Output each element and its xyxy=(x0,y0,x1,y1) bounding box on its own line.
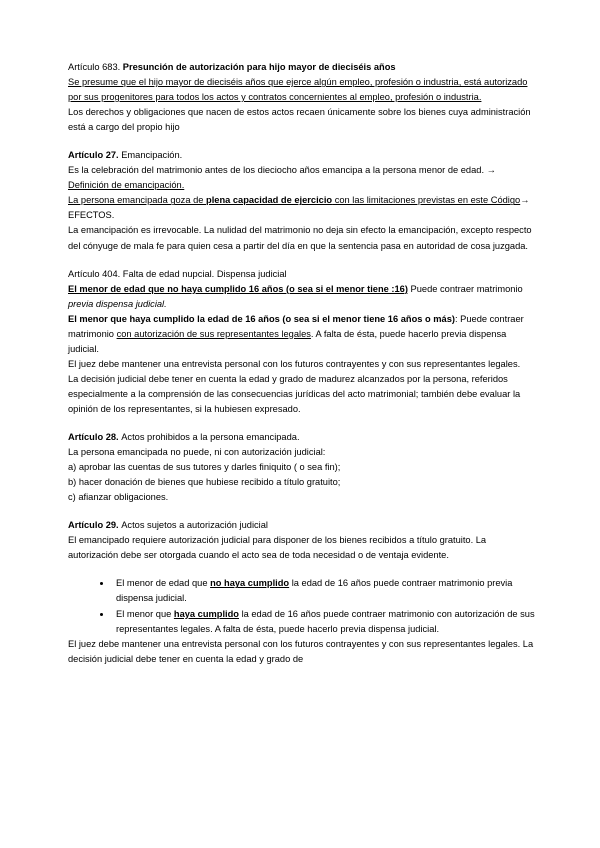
closing-paragraph xyxy=(68,637,538,667)
article-27-paragraph-3 xyxy=(68,223,538,253)
article-404-heading xyxy=(68,267,538,282)
text-run: Se presume que el hijo mayor de dieciséis años que ejerce algún empleo, profesión o industria, está autorizado por sus progenitores para todos los actos y contratos concernientes al empleo, profesión o industria. xyxy=(68,77,528,103)
text-run: con autorización de sus representantes legales xyxy=(116,328,311,339)
text-run: → EFECTOS. xyxy=(68,195,530,221)
spacer xyxy=(68,417,538,430)
text-run: haya cumplido xyxy=(173,608,239,619)
text-run: : Puede contraer matrimonio xyxy=(68,313,524,339)
text-run: El juez debe mantener una entrevista personal con los futuros contrayentes y con sus representantes legales. La decisión judicial debe tener en cuenta la edad y grado de xyxy=(68,638,534,664)
article-27-paragraph-2 xyxy=(68,193,538,223)
text-run: El menor que haya cumplido la edad de 16 años (o sea si el menor tiene 16 años o más) xyxy=(68,313,455,324)
text-run: La decisión judicial debe tener en cuenta la edad y grado de madurez alcanzados por la persona, referidos especialmente a la comprensión de las consecuencias jurídicas del acto matrimonial; también debe evaluar la opinión de los representantes, si la hubiesen expresado. xyxy=(68,373,521,414)
list-item xyxy=(112,607,538,637)
article-29-paragraph-1 xyxy=(68,533,538,563)
text-run: Definición de emancipación. xyxy=(68,180,185,191)
article-28-item-c xyxy=(68,490,538,505)
text-run: La persona emancipada goza de xyxy=(68,195,207,206)
text-run: El menor de edad que xyxy=(116,578,211,589)
article-683-heading xyxy=(68,60,538,75)
text-run: la edad de 16 años puede contraer matrimonio con autorización de sus representantes legales. A falta de ésta, puede hacerlo previa dispensa judicial. xyxy=(116,608,535,634)
text-run: La persona emancipada no puede, ni con autorización judicial: xyxy=(68,447,326,458)
article-683-paragraph-1 xyxy=(68,75,538,105)
spacer xyxy=(68,505,538,518)
text-run: la edad de 16 años puede contraer matrimonio previa dispensa judicial. xyxy=(116,578,513,604)
text-run: Los derechos y obligaciones que nacen de estos actos recaen únicamente sobre los bienes cuya administración está a cargo del propio hijo xyxy=(68,107,531,133)
article-404-paragraph-1 xyxy=(68,282,538,312)
text-run: Presunción de autorización para hijo mayor de dieciséis años xyxy=(122,62,396,72)
article-27-heading xyxy=(68,148,538,163)
text-run: c) afianzar obligaciones. xyxy=(68,492,169,503)
article-28-heading xyxy=(68,430,538,445)
text-run: Es la celebración del matrimonio antes de los dieciocho años emancipa a la persona menor de edad. → xyxy=(68,165,496,176)
article-404-paragraph-4 xyxy=(68,372,538,417)
text-run: previa dispensa judicial. xyxy=(68,298,167,309)
text-run: a) aprobar las cuentas de sus tutores y darles finiquito ( o sea fin); xyxy=(68,462,341,473)
article-404-paragraph-3 xyxy=(68,357,538,372)
article-28-item-a xyxy=(68,460,538,475)
text-run: Emancipación. xyxy=(121,150,183,161)
article-28-paragraph-1 xyxy=(68,445,538,460)
spacer xyxy=(68,563,538,576)
text-run: El emancipado requiere autorización judicial para disponer de los bienes recibidos a título gratuito. La autorización debe ser otorgada cuando el acto sea de toda necesidad o de ventaja evidente. xyxy=(68,535,487,561)
text-run: Artículo 683. xyxy=(68,62,123,72)
text-run: Artículo 28. xyxy=(68,432,122,443)
list-item xyxy=(112,576,538,606)
article-404-paragraph-2 xyxy=(68,312,538,357)
text-run: Actos prohibidos a la persona emancipada. xyxy=(121,432,300,443)
text-run: Artículo 29. xyxy=(68,520,122,531)
bullet-list xyxy=(68,576,538,636)
text-run: Artículo 27. xyxy=(68,150,122,161)
text-run: con las limitaciones previstas en este Código xyxy=(332,195,521,206)
text-run: La emancipación es irrevocable. La nulidad del matrimonio no deja sin efecto la emancipación, excepto respecto del cónyuge de mala fe para quien cesa a partir del día en que la sentencia pasa en autoridad de cosa juzgada. xyxy=(68,225,532,251)
article-683-paragraph-2 xyxy=(68,105,538,135)
spacer xyxy=(68,135,538,148)
article-29-heading xyxy=(68,518,538,533)
document-body xyxy=(68,60,538,667)
text-run: plena capacidad de ejercicio xyxy=(206,195,333,206)
text-run: Artículo 404. Falta de edad nupcial. Dispensa judicial xyxy=(68,268,287,279)
article-27-paragraph-1 xyxy=(68,163,538,193)
text-run: El juez debe mantener una entrevista personal con los futuros contrayentes y con sus representantes legales. xyxy=(68,358,521,369)
text-run: El menor de edad que no haya cumplido 16 años (o sea si el menor tiene :16) xyxy=(68,283,408,294)
spacer xyxy=(68,254,538,267)
text-run: Actos sujetos a autorización judicial xyxy=(121,520,268,531)
text-run: El menor que xyxy=(116,608,174,619)
article-28-item-b xyxy=(68,475,538,490)
text-run: . A falta de ésta, puede hacerlo previa dispensa judicial. xyxy=(68,328,507,354)
text-run: no haya cumplido xyxy=(210,578,290,589)
text-run: Puede contraer matrimonio xyxy=(407,283,523,294)
text-run: b) hacer donación de bienes que hubiese recibido a título gratuito; xyxy=(68,477,341,488)
